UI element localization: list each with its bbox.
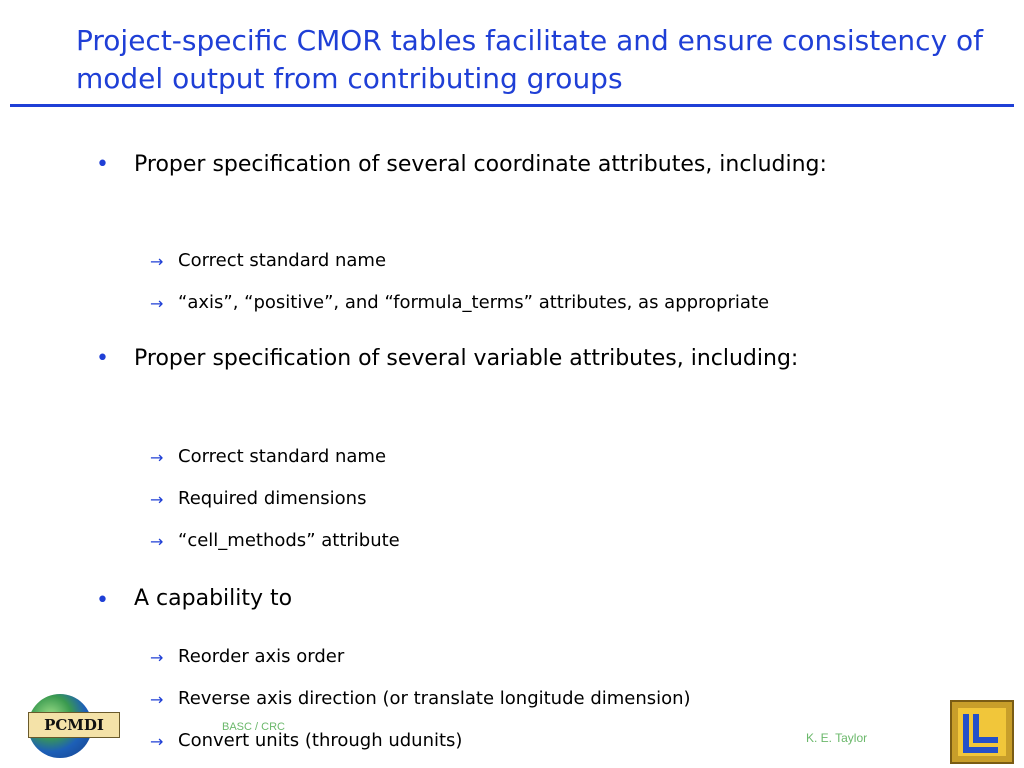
- bullet-item: Proper specification of several coordinate attributes, including:: [134, 152, 827, 177]
- sub-item: “axis”, “positive”, and “formula_terms” attributes, as appropriate: [178, 292, 770, 313]
- llnl-logo-mark: [958, 708, 1006, 756]
- slide-title: Project-specific CMOR tables facilitate and ensure consistency of model output from contributing groups: [76, 24, 984, 95]
- footer-author: K. E. Taylor: [806, 731, 868, 745]
- llnl-logo: [950, 700, 1014, 764]
- arrow-icon: →: [150, 448, 164, 467]
- title-underline: [10, 104, 1014, 107]
- pcmdi-logo-label: PCMDI: [28, 712, 120, 738]
- sub-item: Convert units (through udunits): [178, 730, 463, 751]
- footer-left-line: BASC / CRC: [222, 721, 285, 733]
- sub-item: Reorder axis order: [178, 646, 345, 667]
- llnl-logo-icon: [958, 708, 1006, 756]
- arrow-icon: →: [150, 490, 164, 509]
- sub-item: Reverse axis direction (or translate longitude dimension): [178, 688, 691, 709]
- arrow-icon: →: [150, 690, 164, 709]
- arrow-icon: →: [150, 252, 164, 271]
- sub-item: “cell_methods” attribute: [178, 530, 400, 551]
- bullet-item: A capability to: [134, 586, 293, 611]
- bullet-marker: •: [96, 588, 109, 613]
- arrow-icon: →: [150, 732, 164, 751]
- arrow-icon: →: [150, 294, 164, 313]
- pcmdi-logo: [14, 694, 114, 760]
- bullet-item: Proper specification of several variable attributes, including:: [134, 346, 799, 371]
- sub-item: Required dimensions: [178, 488, 367, 509]
- sub-item: Correct standard name: [178, 446, 387, 467]
- arrow-icon: →: [150, 532, 164, 551]
- footer-left-text: [222, 720, 285, 734]
- arrow-icon: →: [150, 648, 164, 667]
- bullet-marker: •: [96, 152, 109, 177]
- sub-item: Correct standard name: [178, 250, 387, 271]
- bullet-marker: •: [96, 346, 109, 371]
